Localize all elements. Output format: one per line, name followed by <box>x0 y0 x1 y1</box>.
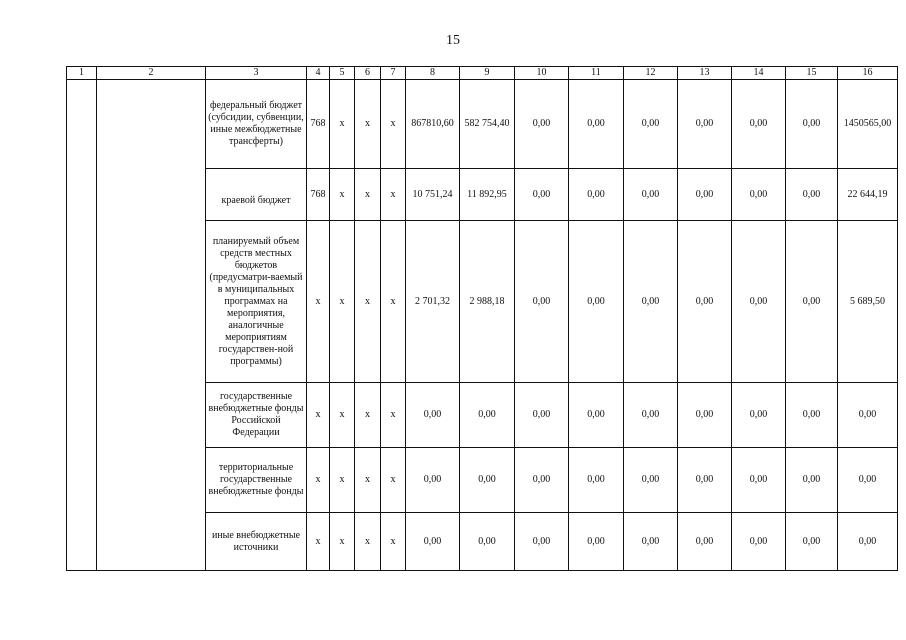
value-cell: 0,00 <box>515 513 569 571</box>
value-cell: 0,00 <box>569 221 624 383</box>
value-cell: x <box>355 513 381 571</box>
funding-source-name: территориальные государственные внебюджетные фонды <box>206 448 307 513</box>
value-cell: x <box>355 383 381 448</box>
value-cell: 1450565,00 <box>838 80 898 169</box>
value-cell: 0,00 <box>460 513 515 571</box>
value-cell: 0,00 <box>678 80 732 169</box>
value-cell: x <box>330 513 355 571</box>
value-cell: 0,00 <box>838 513 898 571</box>
value-cell: 0,00 <box>569 169 624 221</box>
header-cell: 1 <box>67 67 97 80</box>
header-cell: 6 <box>355 67 381 80</box>
value-cell: 0,00 <box>732 221 786 383</box>
value-cell: 0,00 <box>460 448 515 513</box>
value-cell: 0,00 <box>515 80 569 169</box>
header-cell: 2 <box>97 67 206 80</box>
header-cell: 9 <box>460 67 515 80</box>
value-cell: 2 701,32 <box>406 221 460 383</box>
value-cell: 22 644,19 <box>838 169 898 221</box>
value-cell: 0,00 <box>678 448 732 513</box>
value-cell: x <box>381 448 406 513</box>
value-cell: x <box>307 513 330 571</box>
value-cell: 0,00 <box>624 221 678 383</box>
table-row <box>67 80 898 169</box>
funding-source-name: краевой бюджет <box>206 169 307 221</box>
value-cell: 867810,60 <box>406 80 460 169</box>
header-cell: 12 <box>624 67 678 80</box>
budget-table <box>66 66 898 571</box>
value-cell: 5 689,50 <box>838 221 898 383</box>
header-cell: 14 <box>732 67 786 80</box>
value-cell: 0,00 <box>624 448 678 513</box>
value-cell: 0,00 <box>624 169 678 221</box>
value-cell: 0,00 <box>786 221 838 383</box>
funding-source-name: иные внебюджетные источники <box>206 513 307 571</box>
value-cell: 0,00 <box>732 383 786 448</box>
value-cell: 0,00 <box>786 80 838 169</box>
value-cell: 2 988,18 <box>460 221 515 383</box>
value-cell: 0,00 <box>678 383 732 448</box>
value-cell: 0,00 <box>732 80 786 169</box>
value-cell: x <box>330 448 355 513</box>
value-cell: 768 <box>307 80 330 169</box>
value-cell: 0,00 <box>515 448 569 513</box>
value-cell: 0,00 <box>406 448 460 513</box>
value-cell: 0,00 <box>786 383 838 448</box>
value-cell: x <box>330 221 355 383</box>
column-2-cell <box>97 80 206 571</box>
value-cell: 0,00 <box>624 383 678 448</box>
value-cell: 0,00 <box>569 80 624 169</box>
value-cell: x <box>307 221 330 383</box>
value-cell: 0,00 <box>786 169 838 221</box>
header-cell: 5 <box>330 67 355 80</box>
header-cell: 3 <box>206 67 307 80</box>
value-cell: 0,00 <box>406 383 460 448</box>
value-cell: 0,00 <box>732 513 786 571</box>
value-cell: 768 <box>307 169 330 221</box>
value-cell: 0,00 <box>624 513 678 571</box>
value-cell: x <box>307 383 330 448</box>
value-cell: x <box>381 513 406 571</box>
value-cell: 0,00 <box>460 383 515 448</box>
funding-source-name: государственные внебюджетные фонды Российской Федерации <box>206 383 307 448</box>
header-cell: 4 <box>307 67 330 80</box>
header-cell: 15 <box>786 67 838 80</box>
value-cell: x <box>330 169 355 221</box>
value-cell: x <box>355 169 381 221</box>
header-cell: 11 <box>569 67 624 80</box>
value-cell: x <box>330 383 355 448</box>
value-cell: 0,00 <box>732 448 786 513</box>
value-cell: 0,00 <box>786 448 838 513</box>
header-cell: 7 <box>381 67 406 80</box>
value-cell: x <box>381 383 406 448</box>
value-cell: x <box>330 80 355 169</box>
header-cell: 8 <box>406 67 460 80</box>
value-cell: 0,00 <box>786 513 838 571</box>
value-cell: x <box>355 221 381 383</box>
value-cell: 0,00 <box>678 221 732 383</box>
value-cell: 10 751,24 <box>406 169 460 221</box>
value-cell: x <box>355 80 381 169</box>
value-cell: 0,00 <box>624 80 678 169</box>
header-cell: 16 <box>838 67 898 80</box>
value-cell: x <box>307 448 330 513</box>
funding-source-name: планируемый объем средств местных бюджетов (предусматри-ваемый в муниципальных программах на мероприятия, аналогичные мероприятиям государствен-ной программы) <box>206 221 307 383</box>
header-row <box>67 67 898 80</box>
value-cell: x <box>381 169 406 221</box>
header-cell: 10 <box>515 67 569 80</box>
page-number: 15 <box>446 33 460 48</box>
value-cell: 0,00 <box>569 513 624 571</box>
value-cell: 0,00 <box>838 448 898 513</box>
value-cell: 0,00 <box>838 383 898 448</box>
value-cell: x <box>381 80 406 169</box>
value-cell: 0,00 <box>732 169 786 221</box>
column-1-cell <box>67 80 97 571</box>
value-cell: 0,00 <box>569 383 624 448</box>
value-cell: x <box>355 448 381 513</box>
funding-source-name: федеральный бюджет (субсидии, субвенции, иные межбюджетные трансферты) <box>206 80 307 169</box>
value-cell: 0,00 <box>406 513 460 571</box>
value-cell: 0,00 <box>515 221 569 383</box>
header-cell: 13 <box>678 67 732 80</box>
value-cell: 0,00 <box>678 513 732 571</box>
value-cell: 582 754,40 <box>460 80 515 169</box>
value-cell: 0,00 <box>678 169 732 221</box>
value-cell: 0,00 <box>569 448 624 513</box>
value-cell: 0,00 <box>515 383 569 448</box>
value-cell: 11 892,95 <box>460 169 515 221</box>
value-cell: 0,00 <box>515 169 569 221</box>
value-cell: x <box>381 221 406 383</box>
